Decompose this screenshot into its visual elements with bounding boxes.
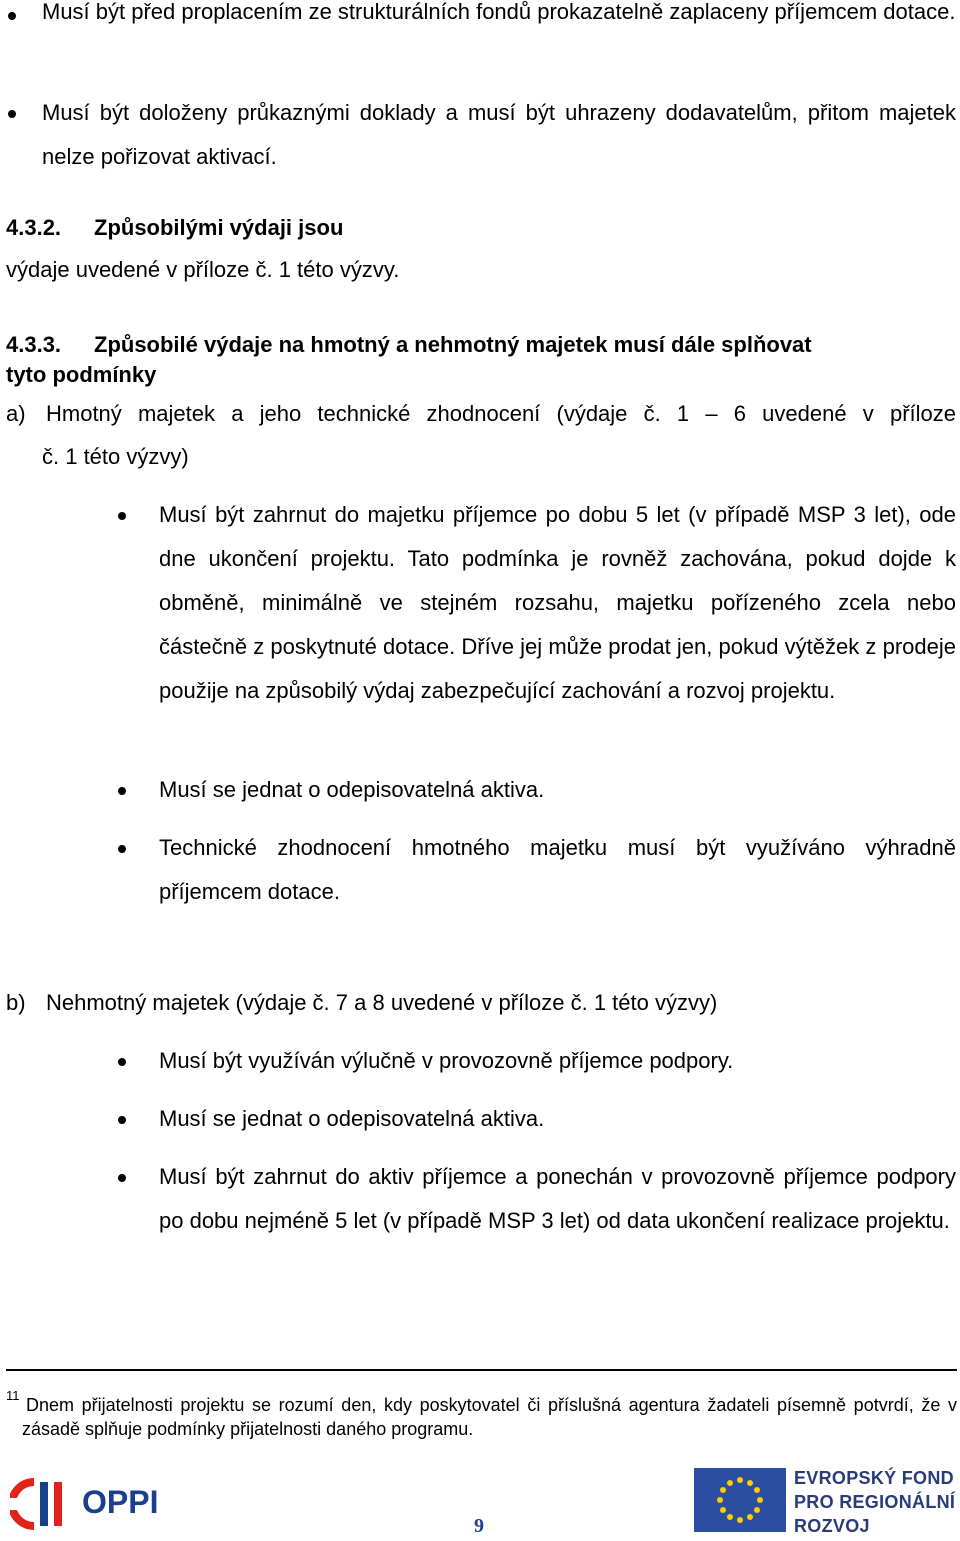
bullet-icon [118, 845, 126, 853]
item-a-text-line1: Hmotný majetek a jeho technické zhodnocení (výdaje č. 1 – 6 uvedené v příloze [46, 401, 956, 426]
bullet-text: Musí se jednat o odepisovatelná aktiva. [159, 777, 545, 802]
bullet-icon [8, 110, 16, 118]
eu-text-line2: PRO REGIONÁLNÍ [794, 1492, 956, 1512]
section-433-heading [6, 330, 812, 390]
item-b-label: b) [6, 990, 26, 1015]
bullet-icon [118, 512, 126, 520]
bullet-text: Technické zhodnocení hmotného majetku musí být využíváno výhradně příjemcem dotace. [159, 835, 956, 904]
oppi-emblem-icon [10, 1476, 80, 1532]
oppi-logo-text: OPPI [82, 1484, 159, 1520]
item-b-text: Nehmotný majetek (výdaje č. 7 a 8 uvedené v příloze č. 1 této výzvy) [46, 990, 718, 1015]
bullet-icon [118, 1058, 126, 1066]
bullet-text: Musí být zahrnut do aktiv příjemce a ponechán v provozovně příjemce podpory po dobu nejméně 5 let (v případě MSP 3 let) od data ukončení realizace projektu. [159, 1164, 956, 1233]
footnote-separator [6, 1369, 957, 1371]
bullet-icon [8, 12, 16, 20]
bullet-icon [118, 1116, 126, 1124]
oppi-logo [10, 1476, 180, 1532]
page-number: 9 [474, 1515, 484, 1537]
bullet-text: Musí být doloženy průkaznými doklady a musí být uhrazeny dodavatelům, přitom majetek nelze pořizovat aktivací. [42, 100, 956, 169]
section-432-heading [6, 215, 343, 241]
bullet-text: Musí být využíván výlučně v provozovně příjemce podpory. [159, 1048, 734, 1073]
footnote-text: Dnem přijatelnosti projektu se rozumí den, kdy poskytovatel či příslušná agentura žadateli písemně potvrdí, že v zásadě splňuje podmínky přijatelnosti daného programu. [22, 1395, 957, 1439]
section-number: 4.3.2. [6, 215, 62, 240]
bullet-icon [118, 1174, 126, 1182]
eu-logo-text [794, 1466, 955, 1538]
eu-text-line1: EVROPSKÝ FOND [794, 1468, 954, 1488]
section-432-body: výdaje uvedené v příloze č. 1 této výzvy. [6, 257, 400, 282]
eu-flag-icon [694, 1468, 786, 1532]
section-number: 4.3.3. [6, 332, 62, 357]
eu-logo [694, 1468, 958, 1534]
section-title: Způsobilými výdaji jsou [94, 215, 344, 240]
bullet-text: Musí se jednat o odepisovatelná aktiva. [159, 1106, 545, 1131]
section-title-line2: tyto podmínky [6, 362, 157, 387]
eu-text-line3: ROZVOJ [794, 1516, 870, 1536]
item-a-label: a) [6, 401, 26, 426]
item-a-text-line2: č. 1 této výzvy) [42, 444, 189, 469]
footnote-number: 11 [6, 1388, 20, 1403]
bullet-text: Musí být před proplacením ze strukturálních fondů prokazatelně zaplaceny příjemcem dotace. [42, 0, 956, 24]
section-title: Způsobilé výdaje na hmotný a nehmotný majetek musí dále splňovat [94, 332, 812, 357]
bullet-icon [118, 787, 126, 795]
bullet-text: Musí být zahrnut do majetku příjemce po dobu 5 let (v případě MSP 3 let), ode dne ukončení projektu. Tato podmínka je rovněž zachována, pokud dojde k obměně, minimálně ve stejném rozsahu, majetku pořízeného zcela nebo částečně z poskytnuté dotace. Dříve jej může prodat jen, pokud výtěžek z prodeje použije na způsobilý výdaj zabezpečující zachování a rozvoj projektu. [159, 502, 956, 703]
